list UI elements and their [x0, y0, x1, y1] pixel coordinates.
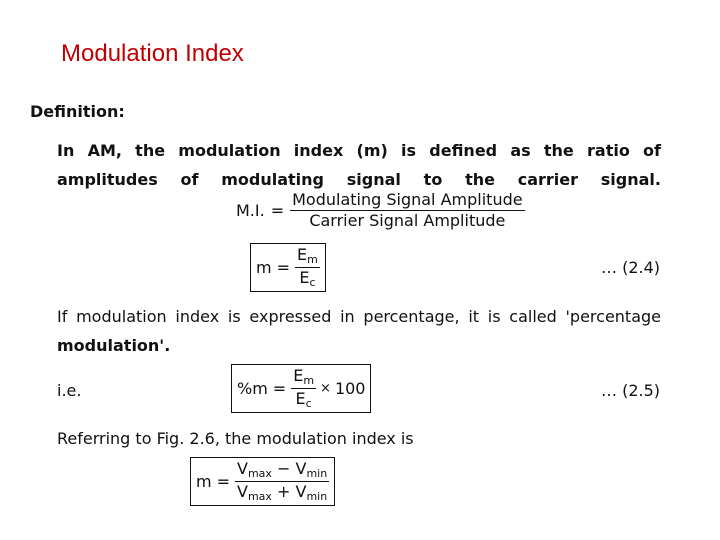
- eq25-equals: =: [272, 379, 287, 399]
- eq24-fraction: [295, 246, 320, 289]
- vm-lhs: m: [196, 472, 212, 492]
- eq24-lhs: m: [256, 258, 272, 278]
- mi-fraction: [290, 191, 524, 229]
- mi-denominator: Carrier Signal Amplitude: [309, 210, 506, 230]
- mi-numerator: Modulating Signal Amplitude: [292, 190, 523, 209]
- vm-equals: =: [216, 472, 230, 492]
- mi-equation: [236, 191, 525, 229]
- definition-heading: Definition:: [30, 102, 125, 121]
- eq25-times: ×: [320, 381, 331, 397]
- eq25-factor: 100: [334, 379, 366, 399]
- equation-2-4-box: [250, 243, 326, 292]
- eq24-numerator: $E_m$: [295, 246, 320, 268]
- vm-numerator: $V_{max} - V_{min}$: [235, 460, 329, 482]
- eq25-numerator: $E_m$: [291, 367, 316, 389]
- definition-text: In AM, the modulation index (m) is defined as the ratio of amplitudes of modulating signal to the carrier signal.: [57, 141, 661, 189]
- mi-lhs: M.I.: [236, 200, 265, 220]
- eq25-fraction: [291, 367, 316, 410]
- percentage-text-line-2: modulation'.: [57, 336, 171, 355]
- vmax-vmin-equation-box: [190, 457, 335, 506]
- eq25-denominator: $E_c$: [295, 389, 312, 411]
- percentage-text-line-1: If modulation index is expressed in percentage, it is called 'percentage: [57, 307, 661, 326]
- page-title: Modulation Index: [61, 40, 244, 67]
- mi-equals: =: [270, 200, 285, 220]
- equation-number-2-5: … (2.5): [600, 381, 660, 400]
- ie-prefix: i.e.: [57, 381, 82, 400]
- equation-number-2-4: … (2.4): [600, 258, 660, 277]
- vm-denominator: $V_{max} + V_{min}$: [237, 482, 328, 504]
- eq24-denominator: $E_c$: [299, 268, 316, 290]
- vm-fraction: [235, 460, 329, 503]
- equation-2-5-box: [231, 364, 371, 413]
- referring-text: Referring to Fig. 2.6, the modulation index is: [57, 429, 414, 448]
- eq24-equals: =: [276, 258, 290, 278]
- eq25-lhs: %m: [237, 379, 268, 399]
